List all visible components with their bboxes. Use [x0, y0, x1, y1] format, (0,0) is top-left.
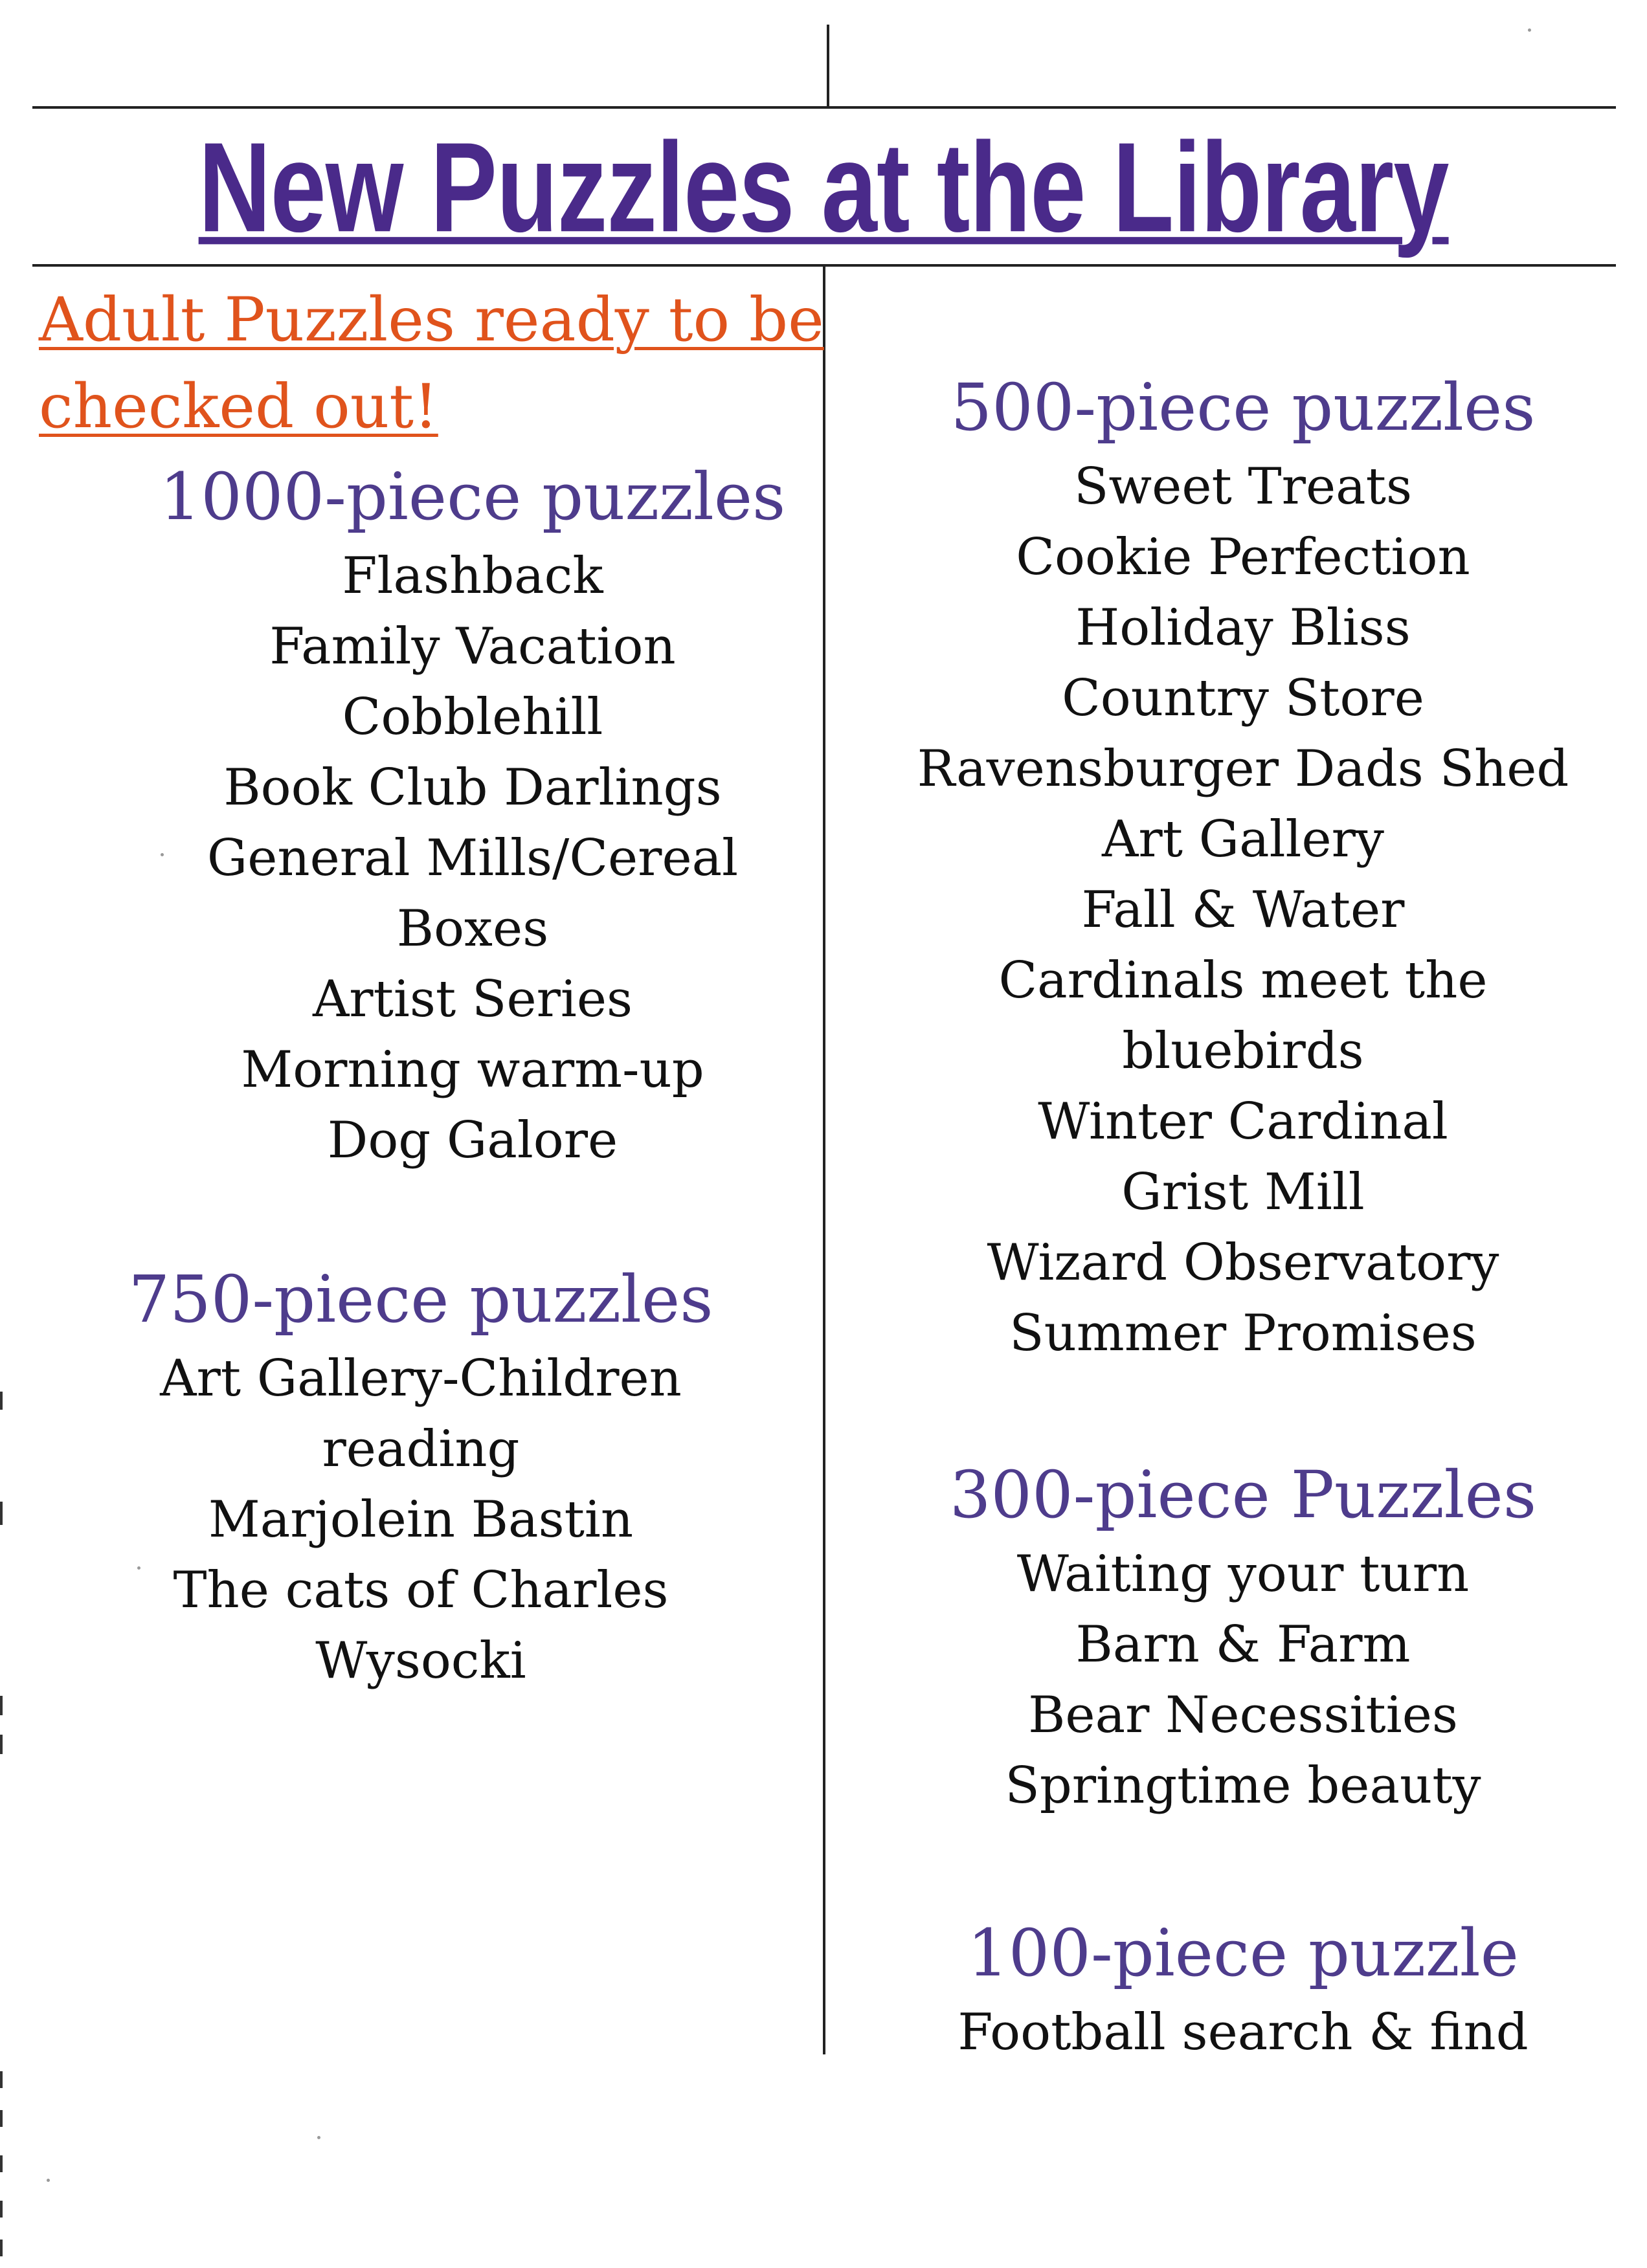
section-500-piece	[887, 364, 1599, 1369]
list-item: Artist Series	[312, 970, 633, 1028]
list-item: Holiday Bliss	[1075, 599, 1411, 657]
list-item: Country Store	[1062, 669, 1424, 728]
list-item: bluebirds	[1122, 1022, 1364, 1080]
section-750-piece	[52, 1256, 790, 1696]
list-item: Boxes	[396, 900, 549, 958]
list-item: Bear Necessities	[1028, 1686, 1458, 1744]
list-item: Summer Promises	[1009, 1304, 1477, 1362]
scan-edge-mark	[0, 2240, 3, 2256]
section-300-piece	[887, 1451, 1599, 1821]
scan-edge-mark	[0, 2110, 3, 2127]
scan-speck	[137, 1566, 140, 1570]
section-1000-piece	[84, 453, 861, 1176]
section-100-piece	[887, 1909, 1599, 2068]
list-item: Art Gallery-Children	[160, 1350, 682, 1408]
scan-edge-mark	[0, 1696, 3, 1715]
list-item: General Mills/Cereal	[207, 829, 739, 887]
list-item: Barn & Farm	[1075, 1616, 1411, 1674]
list-item: Art Gallery	[1102, 810, 1384, 869]
list-item: The cats of Charles	[173, 1561, 669, 1619]
page-title	[0, 115, 1647, 259]
section-heading: 300-piece Puzzles	[949, 1457, 1537, 1533]
list-item: Springtime beauty	[1005, 1757, 1481, 1815]
subtitle: Adult Puzzles ready to be checked out!	[39, 285, 824, 442]
scan-speck	[161, 853, 164, 856]
section-heading: 500-piece puzzles	[950, 370, 1536, 445]
list-item: Cobblehill	[342, 688, 603, 746]
section-heading: 750-piece puzzles	[128, 1262, 713, 1337]
list-item: Family Vacation	[269, 617, 676, 676]
scan-edge-mark	[0, 1735, 3, 1754]
puzzle-list	[887, 1539, 1599, 1821]
top-vertical-divider	[827, 25, 829, 107]
scan-edge-mark	[0, 2155, 3, 2172]
scan-speck	[317, 2136, 320, 2139]
scan-edge-mark	[0, 2071, 3, 2088]
puzzle-list	[84, 541, 861, 1176]
list-item: Cardinals meet the	[998, 951, 1488, 1010]
scan-edge-mark	[0, 1392, 3, 1410]
list-item: Dog Galore	[327, 1111, 618, 1170]
page-title-text: New Puzzles at the Library	[198, 117, 1449, 259]
list-item: Wysocki	[315, 1632, 526, 1690]
top-horizontal-rule	[32, 106, 1616, 109]
puzzle-list	[887, 1997, 1599, 2068]
list-item: Ravensburger Dads Shed	[917, 740, 1569, 798]
list-item: Book Club Darlings	[223, 759, 722, 817]
scan-edge-mark	[0, 2201, 3, 2218]
list-item: Winter Cardinal	[1038, 1093, 1448, 1151]
scan-edge-mark	[0, 1502, 3, 1525]
list-item: Wizard Observatory	[987, 1234, 1499, 1292]
list-item: Football search & find	[958, 2003, 1529, 2062]
list-item: Waiting your turn	[1016, 1545, 1470, 1603]
scan-speck	[1528, 28, 1531, 32]
section-heading: 1000-piece puzzles	[159, 459, 786, 535]
list-item: Cookie Perfection	[1016, 528, 1470, 586]
list-item: Marjolein Bastin	[208, 1491, 634, 1549]
puzzle-list	[887, 452, 1599, 1369]
section-heading: 100-piece puzzle	[967, 1915, 1519, 1991]
list-item: Fall & Water	[1081, 881, 1405, 939]
list-item: Sweet Treats	[1073, 458, 1412, 516]
list-item: Flashback	[342, 547, 603, 605]
list-item: Morning warm-up	[241, 1041, 704, 1099]
scan-speck	[47, 2179, 50, 2182]
puzzle-list	[52, 1344, 790, 1696]
list-item: Grist Mill	[1121, 1163, 1365, 1221]
list-item: reading	[322, 1420, 520, 1478]
